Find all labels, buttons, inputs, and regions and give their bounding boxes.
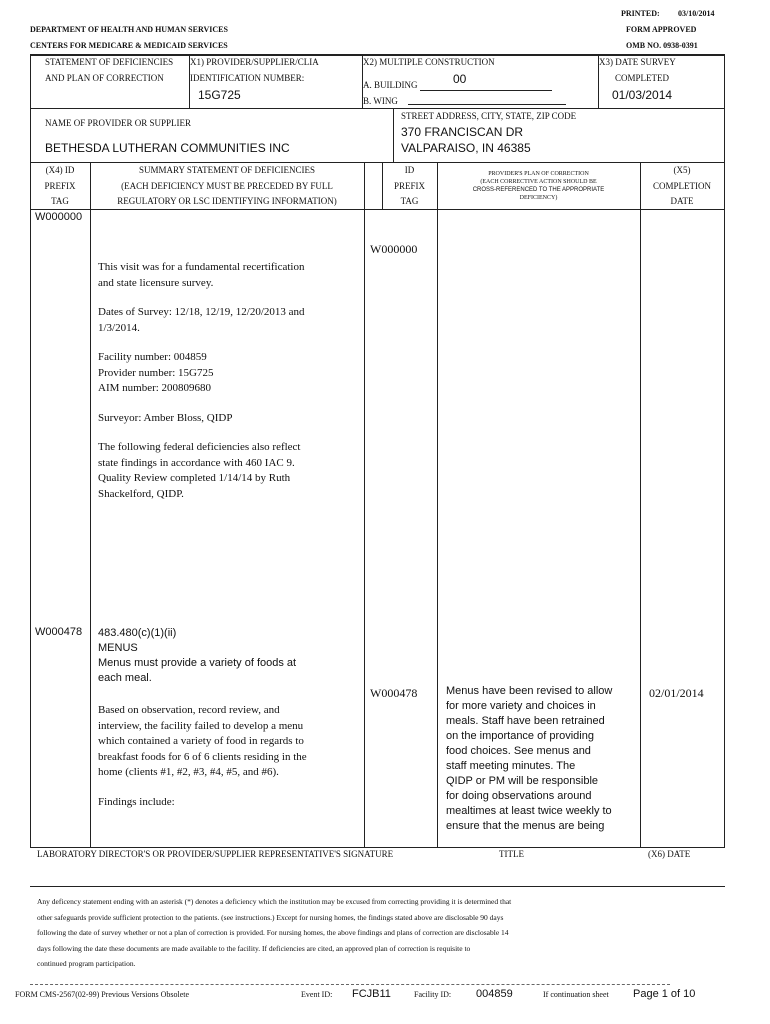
id-label-3: TAG [400, 196, 419, 206]
omb-number: OMB NO. 0938-0391 [626, 41, 698, 50]
plan-label-4: DEFICIENCY) [519, 195, 558, 201]
title-label: TITLE [499, 849, 524, 859]
provider-name-label: NAME OF PROVIDER OR SUPPLIER [45, 118, 192, 128]
summary-label-3: REGULATORY OR LSC IDENTIFYING INFORMATION) [117, 196, 337, 206]
facility-id: 004859 [476, 988, 513, 1000]
statement-label-2: AND PLAN OF CORRECTION [45, 73, 164, 83]
form-number: FORM CMS-2567(02-99) Previous Versions Obsolete [15, 990, 190, 999]
x4-label-1: (X4) ID [45, 165, 75, 175]
x3-label-1: X3) DATE SURVEY [599, 57, 676, 67]
x1-label-2: IDENTIFICATION NUMBER: [190, 73, 305, 83]
plan-label-2: (EACH CORRECTIVE ACTION SHOULD BE [480, 179, 597, 185]
statement-label-1: STATEMENT OF DEFICIENCIES [45, 57, 174, 67]
page-number: Page 1 of 10 [633, 988, 696, 1000]
x4-label-3: TAG [51, 196, 69, 206]
printed-label: PRINTED: [621, 9, 660, 18]
completion-date: 02/01/2014 [649, 686, 704, 700]
summary-label-2: (EACH DEFICIENCY MUST BE PRECEDED BY FULL [121, 181, 333, 191]
tag-w000478-right: W000478 [370, 686, 418, 700]
disclaimer: Any deficency statement ending with an asterisk (*) denotes a deficiency which the institution may be excused from correcting providing it is determined that other safeguards provide sufficient protection to the patients. (see instructions.) Except for nursing homes, the findings stated above are disclosable 90 days following the date of survey whether or not a plan of correction is provided. For nursing homes, the above findings and plans of correction are disclosable 14 days following the date these documents are made available to the facility. If deficiencies are cited, an approved plan of correction is requisite to continued program participation. [37, 897, 512, 968]
provider-number: 15G725 [198, 88, 241, 102]
address-label: STREET ADDRESS, CITY, STATE, ZIP CODE [401, 111, 577, 121]
event-id: FCJB11 [352, 988, 391, 1000]
signature-label: LABORATORY DIRECTOR'S OR PROVIDER/SUPPLIER REPRESENTATIVE'S SIGNATURE [37, 849, 394, 859]
facility-id-label: Facility ID: [414, 990, 452, 999]
printed-date: 03/10/2014 [678, 9, 715, 18]
tag-w000000-right: W000000 [370, 242, 418, 256]
wing-label: B. WING [363, 96, 398, 106]
finding-intro: This visit was for a fundamental recertification and state licensure survey. Dates of Survey: 12/18, 12/19, 12/20/2013 and 1/3/2014. Facility number: 004859 Provider number: 15G725 AIM number: 200809680 Surveyor: Amber Bloss, QIDP The following federal deficiencies also reflect state findings in accordance with 460 IAC 9. Quality Review completed 1/14/14 by Ruth Shackelford, QIDP. [98, 261, 305, 500]
street-address: 370 FRANCISCAN DR [401, 125, 524, 139]
provider-name: BETHESDA LUTHERAN COMMUNITIES INC [45, 141, 290, 155]
centers-title: CENTERS FOR MEDICARE & MEDICAID SERVICES [30, 41, 228, 50]
x3-label-2: COMPLETED [615, 73, 669, 83]
department-title: DEPARTMENT OF HEALTH AND HUMAN SERVICES [30, 25, 228, 34]
findings-text: Based on observation, record review, and interview, the facility failed to develop a menu which contained a variety of food in regards to breakfast foods for 6 of 6 clients residing in the home (clients #1, #2, #3, #4, #5, and #6). Findings include: [98, 704, 307, 808]
plan-of-correction: Menus have been revised to allow for more variety and choices in meals. Staff have been retrained on the importance of providing food choices. See menus and staff meeting minutes. The QIDP or PM will be responsible for doing observations around mealtimes at least twice weekly to ensure that the menus are being [446, 685, 613, 832]
event-id-label: Event ID: [301, 990, 333, 999]
city-state-zip: VALPARAISO, IN 46385 [401, 141, 531, 155]
x4-label-2: PREFIX [44, 181, 76, 191]
tag-w000478: W000478 [35, 626, 83, 638]
x2-label: X2) MULTIPLE CONSTRUCTION [363, 57, 495, 67]
x5-label-2: COMPLETION [653, 181, 711, 191]
x5-label-1: (X5) [673, 165, 691, 175]
building-label: A. BUILDING [363, 80, 418, 90]
form-approved: FORM APPROVED [626, 25, 697, 34]
x5-label-3: DATE [670, 196, 694, 206]
id-label-1: ID [404, 165, 415, 175]
x1-label-1: X1) PROVIDER/SUPPLIER/CLIA [190, 57, 319, 67]
building-value: 00 [453, 72, 467, 86]
id-label-2: PREFIX [393, 181, 425, 191]
continuation-label: If continuation sheet [543, 990, 609, 999]
regulation-text: 483.480(c)(1)(ii) MENUS Menus must provide a variety of foods at each meal. [98, 627, 297, 684]
summary-label-1: SUMMARY STATEMENT OF DEFICIENCIES [138, 165, 316, 175]
survey-date: 01/03/2014 [612, 88, 673, 102]
plan-label-3: CROSS-REFERENCED TO THE APPROPRIATE [472, 187, 605, 193]
tag-w000000: W000000 [35, 211, 83, 223]
plan-label-1: PROVIDER'S PLAN OF CORRECTION [488, 171, 589, 177]
x6-date-label: (X6) DATE [648, 849, 691, 859]
